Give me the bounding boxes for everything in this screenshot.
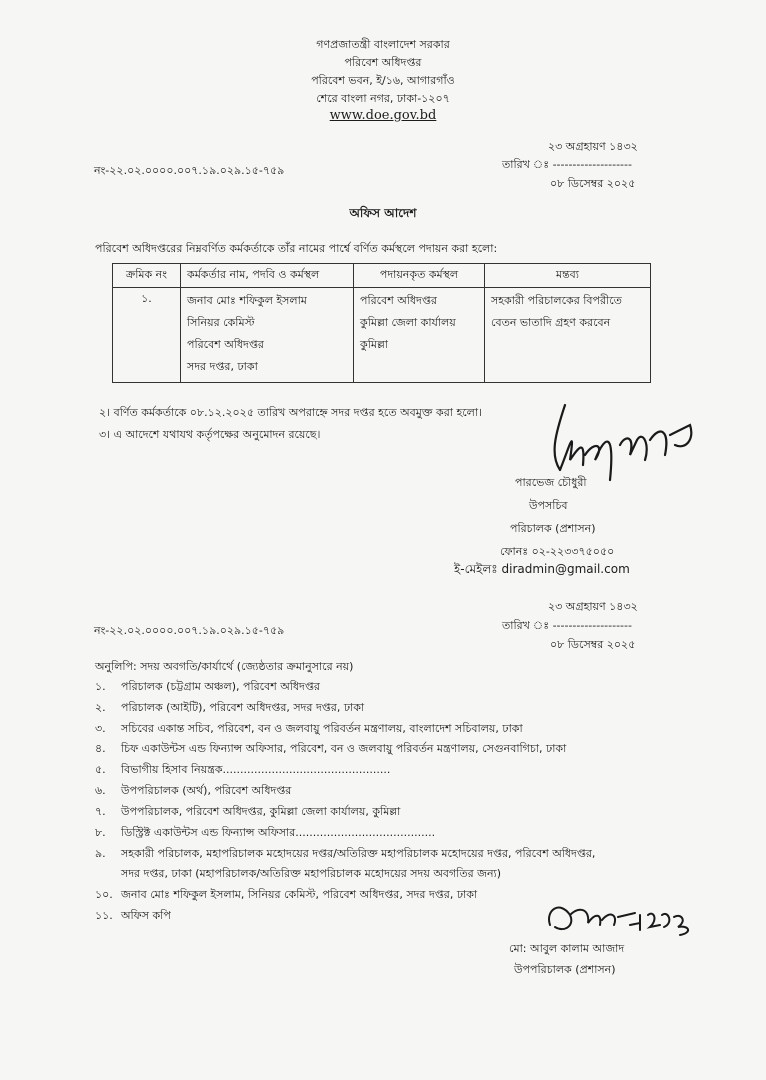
posting-office: কুমিল্লা জেলা কার্যালয় [360,316,456,329]
posting-department: পরিবেশ অধিদপ্তর [360,294,437,307]
cell-remark [485,288,651,383]
memo-reference: নং-২২.০২.০০০০.০০৭.১৯.০২৯.১৫-৭৫৯ [94,164,285,177]
list-text: উপপরিচালক, পরিবেশ অধিদপ্তর, কুমিল্লা জেলা কার্যালয়, কুমিল্লা [121,805,401,818]
list-number: ৮. [95,826,106,839]
cell-posting [354,288,485,383]
order-point-2: ২। বর্ণিত কর্মকর্তাকে ০৮.১২.২০২৫ তারিখ অপরাহ্নে সদর দপ্তর হতে অবমুক্ত করা হলো। [99,406,482,419]
english-date: ০৮ ডিসেম্বর ২০২৫ [550,177,636,190]
order-intro: পরিবেশ অধিদপ্তরের নিম্নবর্ণিত কর্মকর্তাকে তাঁর নামের পার্শ্বে বর্ণিত কর্মস্থলে পদায়ন করা হলো: [95,242,498,255]
list-text: সহকারী পরিচালক, মহাপরিচালক মহোদয়ের দপ্তর/অতিরিক্ত মহাপরিচালক মহোদয়ের দপ্তর, পরিবেশ অধিদপ্তর, [121,847,596,860]
table-header-row [113,264,651,288]
list-item [95,803,400,822]
address-line1: পরিবেশ ভবন, ই/১৬, আগারগাঁও [311,74,455,87]
date-label: তারিখ ঃ -------------------- [502,158,632,171]
address-line2: শেরে বাংলা নগর, ঢাকা-১২০৭ [316,92,450,105]
list-item [95,886,477,905]
officer-department: পরিবেশ অধিদপ্তর [187,338,264,351]
header-serial: ক্রমিক নং [113,264,181,288]
list-item [95,907,171,926]
list-item [95,678,320,697]
signer1-phone: ফোনঃ ০২-২২৩৩৭৫০৫০ [500,545,615,558]
list-item [95,699,364,718]
date-label-2: তারিখ ঃ -------------------- [502,619,632,632]
order-title: অফিস আদেশ [349,206,417,220]
list-text: পরিচালক (চট্টগ্রাম অঞ্চল), পরিবেশ অধিদপ্তর [121,680,320,693]
posting-district: কুমিল্লা [360,338,388,351]
header-remark: মন্তব্য [485,264,651,288]
list-text: জনাব মোঃ শফিকুল ইসলাম, সিনিয়র কেমিস্ট, পরিবেশ অধিদপ্তর, সদর দপ্তর, ঢাকা [121,888,478,901]
copy-heading: অনুলিপি: সদয় অবগতি/কার্যার্থে (জ্যেষ্ঠতার ক্রমানুসারে নয়) [95,660,354,673]
list-text: ডিস্ট্রিক্ট একাউন্টস এন্ড ফিন্যান্স অফিসার........................................ [121,826,436,839]
officer-name: জনাব মোঃ শফিকুল ইসলাম [187,294,307,307]
officer-workplace: সদর দপ্তর, ঢাকা [187,360,258,373]
bangla-date-2: ২৩ অগ্রহায়ণ ১৪৩২ [548,600,638,613]
list-text: উপপরিচালক (অর্থ), পরিবেশ অধিদপ্তর [121,784,292,797]
posting-table [112,263,651,383]
list-number: ৪. [95,742,106,755]
english-date-2: ০৮ ডিসেম্বর ২০২৫ [550,638,636,651]
list-item [95,782,291,801]
serial-number: ১. [141,292,152,305]
list-number: ১. [95,680,106,693]
list-number: ৭. [95,805,106,818]
header-posting: পদায়নকৃত কর্মস্থল [354,264,485,288]
signer1-email: ই-মেইলঃ diradmin@gmail.com [454,562,630,576]
list-text: চিফ একাউন্টস এন্ড ফিন্যান্স অফিসার, পরিবেশ, বন ও জলবায়ু পরিবর্তন মন্ত্রণালয়, সেগুনবাগিচা, ঢাকা [121,742,567,755]
signer2-role: উপপরিচালক (প্রশাসন) [514,963,616,976]
table-row [113,288,651,383]
remark-line1: সহকারী পরিচালকের বিপরীতে [491,294,622,307]
list-item [95,761,390,780]
department-name: পরিবেশ অধিদপ্তর [344,56,422,69]
list-number: ৫. [95,763,106,776]
list-number: ৯. [95,847,106,860]
list-number: ১১. [95,909,113,922]
bangla-date: ২৩ অগ্রহায়ণ ১৪৩২ [548,140,638,153]
signer1-role: পরিচালক (প্রশাসন) [510,522,596,535]
list-item-continuation: সদর দপ্তর, ঢাকা (মহাপরিচালক/অতিরিক্ত মহাপরিচালক মহোদয়ের সদয় অবগতির জন্য) [121,867,502,880]
gov-title: গণপ্রজাতন্ত্রী বাংলাদেশ সরকার [316,38,450,51]
list-text: সচিবের একান্ত সচিব, পরিবেশ, বন ও জলবায়ু পরিবর্তন মন্ত্রণালয়, বাংলাদেশ সচিবালয়, ঢাকা [121,722,523,735]
remark-line2: বেতন ভাতাদি গ্রহণ করবেন [491,316,611,329]
list-item [95,845,595,864]
header-officer: কর্মকর্তার নাম, পদবি ও কর্মস্থল [181,264,354,288]
list-text: পরিচালক (আইটি), পরিবেশ অধিদপ্তর, সদর দপ্তর, ঢাকা [121,701,365,714]
memo-reference-2: নং-২২.০২.০০০০.০০৭.১৯.০২৯.১৫-৭৫৯ [94,624,285,637]
list-number: ২. [95,701,106,714]
officer-designation: সিনিয়র কেমিস্ট [187,316,255,329]
list-number: ১০. [95,888,113,901]
list-item [95,824,435,843]
signer1-name: পারভেজ চৌধুরী [515,476,587,489]
cell-serial [113,288,181,383]
list-item [95,740,566,759]
website-link[interactable]: www.doe.gov.bd [329,108,437,123]
order-point-3: ৩। এ আদেশে যথাযথ কর্তৃপক্ষের অনুমোদন রয়েছে। [99,428,321,441]
list-text: অফিস কপি [121,909,171,922]
cell-officer [181,288,354,383]
signer2-name: মো: আবুল কালাম আজাদ [509,942,625,955]
list-number: ৬. [95,784,106,797]
list-item [95,720,523,739]
signer1-designation: উপসচিব [529,499,568,512]
list-number: ৩. [95,722,106,735]
list-text: বিভাগীয় হিসাব নিয়ন্ত্রক................................................ [121,763,391,776]
handwritten-signature-2 [540,895,700,945]
